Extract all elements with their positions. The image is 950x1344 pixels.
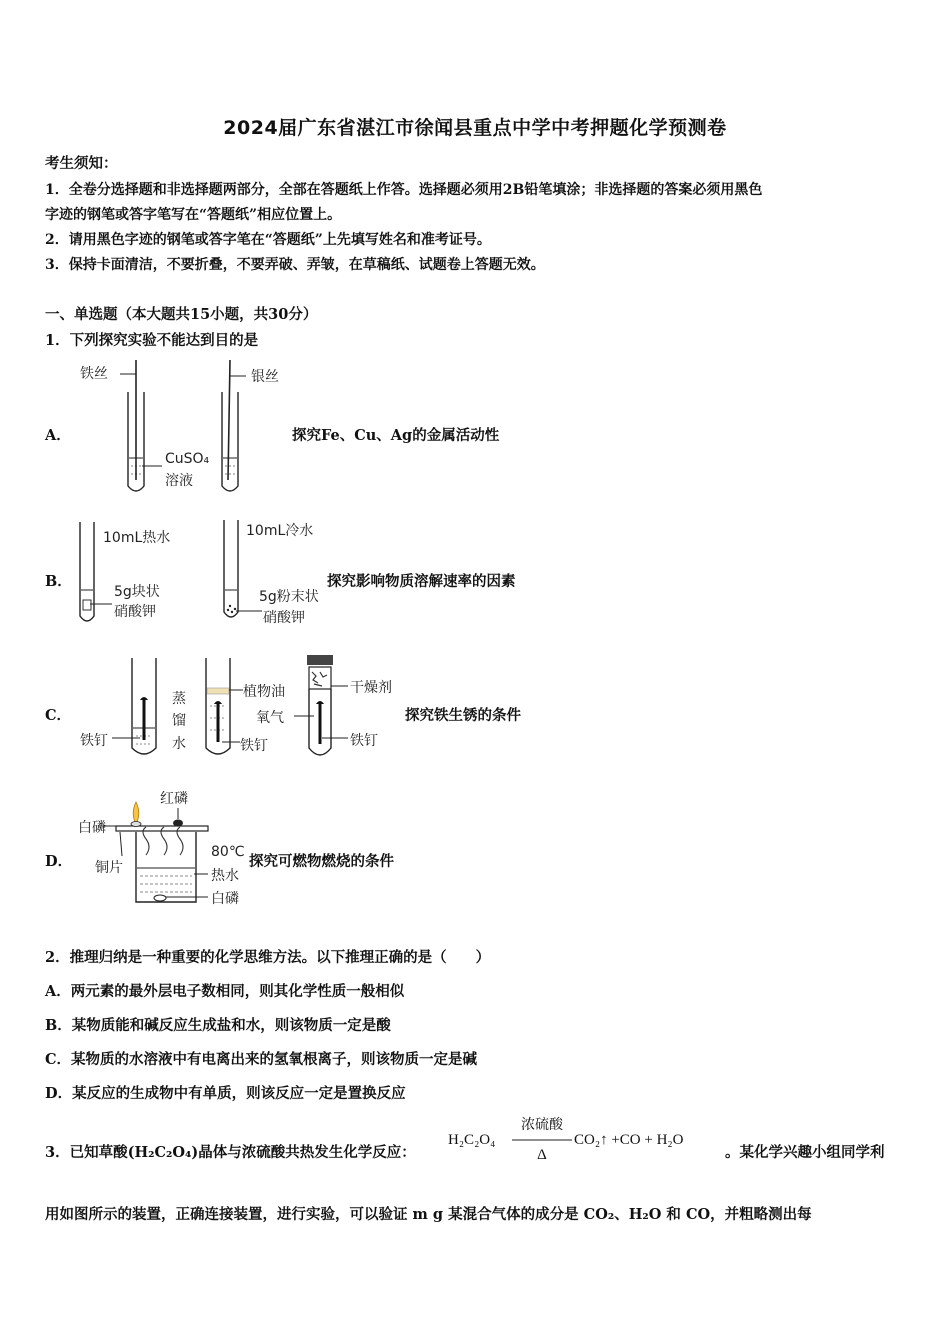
- label-powder: 5g粉末状: [259, 589, 319, 605]
- label-nail-1: 铁钉: [80, 733, 108, 749]
- label-white-phosphorus-top: 白磷: [78, 820, 106, 836]
- option-a-description: 探究Fe、Cu、Ag的金属活动性: [292, 427, 500, 444]
- reaction-products: CO₂↑ +CO + H₂O: [574, 1132, 684, 1148]
- label-distilled-2: 馏: [172, 713, 186, 729]
- label-cold-water: 10mL冷水: [246, 523, 314, 539]
- label-nail-3: 铁钉: [350, 733, 378, 749]
- question-1-stem: 1．下列探究实验不能达到目的是: [45, 332, 259, 349]
- option-b-letter: B．: [45, 573, 72, 590]
- label-copper-plate: 铜片: [95, 860, 123, 876]
- page-title: 2024届广东省湛江市徐闻县重点中学中考押题化学预测卷: [223, 117, 727, 139]
- question-2-option-a: A．两元素的最外层电子数相同，则其化学性质一般相似: [45, 983, 405, 1000]
- question-3-stem-after: 。某化学兴趣小组同学利: [725, 1144, 885, 1161]
- notice-item-1-line-2: 字迹的钢笔或答字笔写在“答题纸”相应位置上。: [45, 207, 342, 223]
- section-heading: 一、单选题（本大题共15小题，共30分）: [45, 306, 318, 323]
- question-3-stem-before: 3．已知草酸(H₂C₂O₄)晶体与浓硫酸共热发生化学反应：: [45, 1144, 416, 1161]
- label-desiccant: 干燥剂: [350, 680, 392, 696]
- notice-item-1-line-1: 1．全卷分选择题和非选择题两部分，全部在答题纸上作答。选择题必须用2B铅笔填涂；非选择题的答案必须用黑色: [45, 182, 763, 198]
- reaction-reactant: H₂C₂O₄: [448, 1132, 496, 1148]
- option-c-letter: C．: [45, 707, 72, 724]
- label-red-phosphorus: 红磷: [160, 791, 188, 807]
- notice-item-2: 2．请用黑色字迹的钢笔或答字笔在“答题纸”上先填写姓名和准考证号。: [45, 232, 491, 248]
- question-2-option-c: C．某物质的水溶液中有电离出来的氢氧根离子，则该物质一定是碱: [45, 1051, 478, 1068]
- label-cuso4: CuSO₄: [165, 451, 210, 467]
- label-vegetable-oil: 植物油: [243, 684, 285, 700]
- label-hot-water: 10mL热水: [103, 530, 171, 546]
- label-kno3-1: 硝酸钾: [114, 604, 156, 620]
- option-a-letter: A．: [45, 427, 71, 444]
- label-distilled-3: 水: [172, 736, 186, 752]
- label-80c: 80℃: [211, 844, 245, 860]
- question-2-stem: 2．推理归纳是一种重要的化学思维方法。以下推理正确的是（ ）: [45, 949, 491, 966]
- label-kno3-2: 硝酸钾: [263, 610, 305, 626]
- label-hot-water-d: 热水: [211, 868, 239, 884]
- reaction-condition-bottom: Δ: [537, 1147, 547, 1163]
- label-iron-wire: 铁丝: [80, 366, 108, 382]
- reaction-condition-top: 浓硫酸: [521, 1117, 563, 1133]
- option-d-letter: D．: [45, 853, 73, 870]
- notice-item-3: 3．保持卡面清洁，不要折叠，不要弄破、弄皱，在草稿纸、试题卷上答题无效。: [45, 257, 545, 273]
- option-d-description: 探究可燃物燃烧的条件: [249, 853, 394, 870]
- label-solution: 溶液: [165, 473, 193, 489]
- question-3-line-2: 用如图所示的装置，正确连接装置，进行实验，可以验证 m g 某混合气体的成分是 CO₂、H₂O 和 CO，并粗略测出每: [45, 1206, 812, 1223]
- label-block: 5g块状: [114, 584, 160, 600]
- label-distilled-1: 蒸: [172, 691, 186, 707]
- option-c-description: 探究铁生锈的条件: [405, 707, 521, 724]
- label-nail-2: 铁钉: [240, 738, 268, 754]
- notice-heading: 考生须知：: [45, 155, 118, 172]
- label-oxygen: 氧气: [256, 710, 284, 726]
- question-2-option-d: D．某反应的生成物中有单质，则该反应一定是置换反应: [45, 1085, 406, 1102]
- option-b-description: 探究影响物质溶解速率的因素: [327, 573, 516, 590]
- label-white-phosphorus-bottom: 白磷: [211, 891, 239, 907]
- question-2-option-b: B．某物质能和碱反应生成盐和水，则该物质一定是酸: [45, 1017, 391, 1034]
- label-silver-wire: 银丝: [251, 369, 279, 385]
